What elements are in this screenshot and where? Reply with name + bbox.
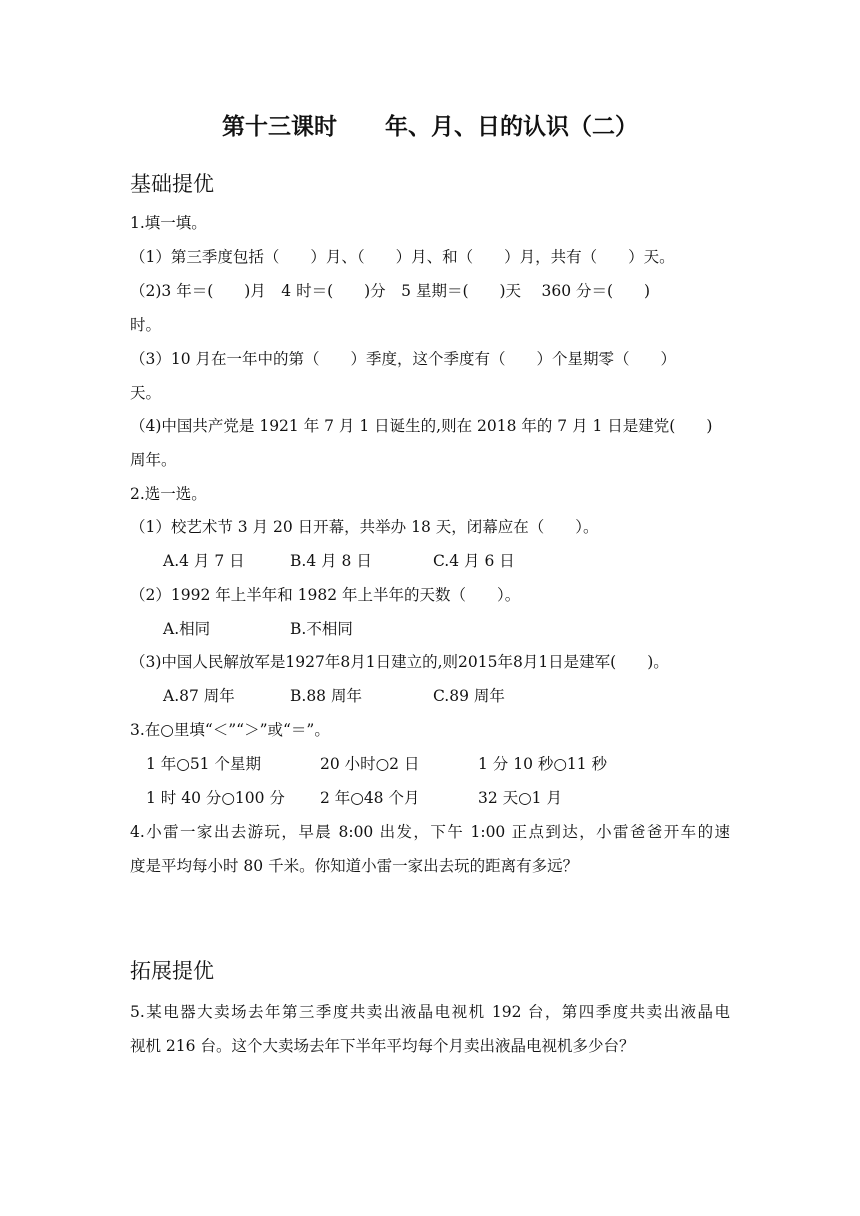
q2-part2: （2）1992 年上半年和 1982 年上半年的天数（ ）。 bbox=[130, 586, 521, 604]
q3-heading: 3.在○里填“＜”“＞”或“＝”。 bbox=[130, 721, 330, 739]
q2-part3-option-c: C.89 周年 bbox=[433, 687, 505, 705]
q3-item-1: 1 年○51 个星期 bbox=[146, 755, 261, 773]
q3-item-5: 2 年○48 个月 bbox=[320, 789, 420, 807]
q2-part1-option-c: C.4 月 6 日 bbox=[433, 552, 515, 570]
q4-line1: 4.小雷一家出去游玩，早晨 8:00 出发，下午 1:00 正点到达，小雷爸爸开车的速 bbox=[130, 823, 730, 841]
q1-part2-line2: 时。 bbox=[130, 316, 162, 334]
q1-part3-line1: （3）10 月在一年中的第（ ）季度，这个季度有（ ）个星期零（ ） bbox=[130, 350, 677, 368]
q5-line2: 视机 216 台。这个大卖场去年下半年平均每个月卖出液晶电视机多少台？ bbox=[130, 1037, 635, 1055]
q2-part3-option-a: A.87 周年 bbox=[163, 687, 235, 705]
q2-part1-option-a: A.4 月 7 日 bbox=[163, 552, 245, 570]
q2-part1: （1）校艺术节 3 月 20 日开幕，共举办 18 天，闭幕应在（ ）。 bbox=[130, 518, 599, 536]
q1-heading: 1.填一填。 bbox=[130, 214, 207, 232]
q2-heading: 2.选一选。 bbox=[130, 485, 207, 503]
q1-part2-line1: （2)3 年＝( )月 4 时＝( )分 5 星期＝( )天 360 分＝( ) bbox=[130, 282, 651, 300]
q3-item-3: 1 分 10 秒○11 秒 bbox=[478, 755, 608, 773]
q2-part2-option-a: A.相同 bbox=[163, 620, 211, 638]
q4-line2: 度是平均每小时 80 千米。你知道小雷一家出去玩的距离有多远？ bbox=[130, 857, 579, 875]
q3-item-2: 20 小时○2 日 bbox=[320, 755, 420, 773]
section-heading-basic: 基础提优 bbox=[130, 172, 214, 196]
q3-item-4: 1 时 40 分○100 分 bbox=[146, 789, 285, 807]
q2-part1-option-b: B.4 月 8 日 bbox=[290, 552, 372, 570]
lesson-title: 第十三课时 年、月、日的认识（二） bbox=[221, 114, 639, 140]
q1-part1: （1）第三季度包括（ ）月、（ ）月、和（ ）月，共有（ ）天。 bbox=[130, 248, 675, 266]
q1-part3-line2: 天。 bbox=[130, 384, 162, 402]
section-heading-extension: 拓展提优 bbox=[130, 959, 214, 983]
q1-part4-line2: 周年。 bbox=[130, 451, 177, 469]
q2-part2-option-b: B.不相同 bbox=[290, 620, 353, 638]
q5-line1: 5.某电器大卖场去年第三季度共卖出液晶电视机 192 台，第四季度共卖出液晶电 bbox=[130, 1003, 730, 1021]
q3-item-6: 32 天○1 月 bbox=[478, 789, 562, 807]
q2-part3: （3)中国人民解放军是1927年8月1日建立的,则2015年8月1日是建军( )。 bbox=[130, 653, 669, 671]
q2-part3-option-b: B.88 周年 bbox=[290, 687, 362, 705]
q1-part4-line1: （4)中国共产党是 1921 年 7 月 1 日诞生的,则在 2018 年的 7 月 1 日是建党( ) bbox=[130, 417, 713, 435]
